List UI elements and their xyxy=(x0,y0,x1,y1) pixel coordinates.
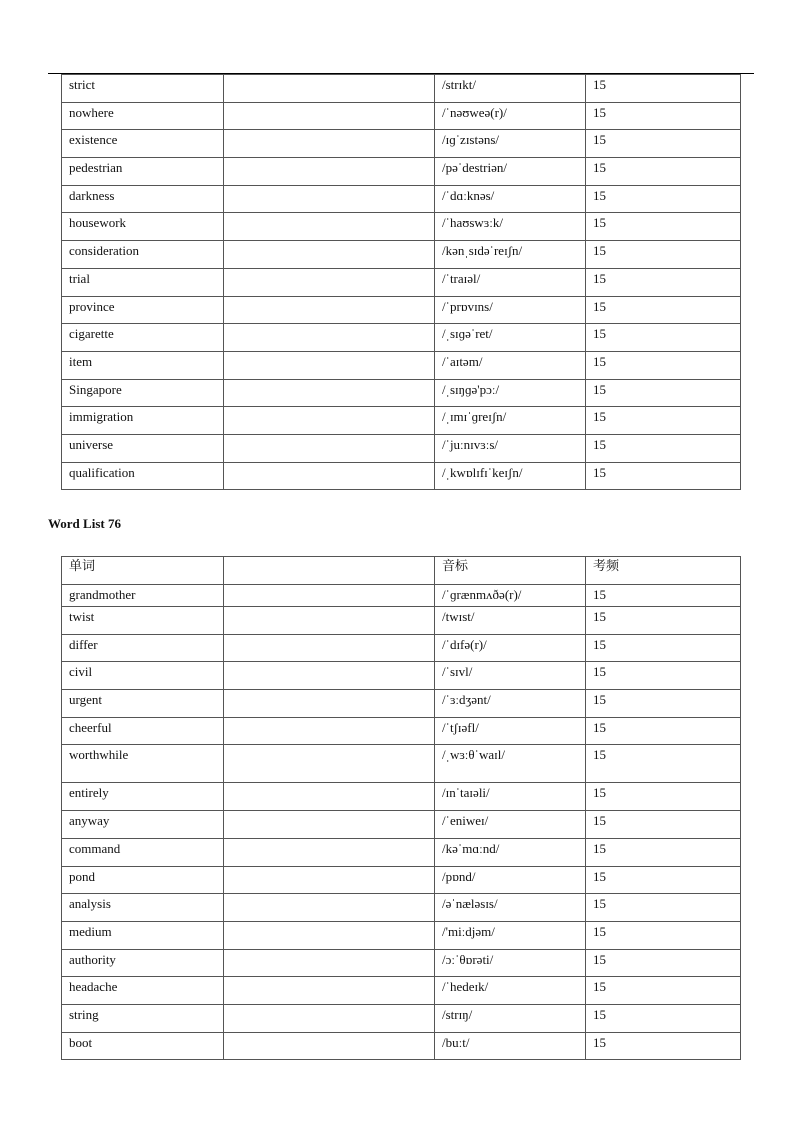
cell-word: medium xyxy=(62,921,224,949)
table-header-row xyxy=(62,557,741,585)
table-row xyxy=(62,866,741,894)
cell-phonetic: /ˈdɪfə(r)/ xyxy=(435,634,586,662)
cell-word: authority xyxy=(62,949,224,977)
cell-word: immigration xyxy=(62,407,224,435)
cell-word: headache xyxy=(62,977,224,1005)
word-list-76-heading: Word List 76 xyxy=(48,516,121,531)
cell-note xyxy=(224,662,435,690)
cell-note xyxy=(224,745,435,783)
cell-note xyxy=(224,949,435,977)
cell-phonetic: /ˈsɪvl/ xyxy=(435,662,586,690)
cell-phonetic: /ˌsɪŋɡə'pɔː/ xyxy=(435,379,586,407)
word-list-76-rows xyxy=(62,557,741,1060)
cell-note xyxy=(224,585,435,607)
cell-word: differ xyxy=(62,634,224,662)
cell-frequency: 15 xyxy=(586,462,741,490)
cell-frequency: 15 xyxy=(586,783,741,811)
table-row xyxy=(62,268,741,296)
cell-phonetic: /ˈdɑːknəs/ xyxy=(435,185,586,213)
table-row xyxy=(62,745,741,783)
cell-phonetic: /kənˌsɪdəˈreɪʃn/ xyxy=(435,241,586,269)
cell-word: housework xyxy=(62,213,224,241)
cell-note xyxy=(224,462,435,490)
header-phonetic: 音标 xyxy=(435,557,586,585)
table-row xyxy=(62,585,741,607)
header-word: 单词 xyxy=(62,557,224,585)
table-row xyxy=(62,434,741,462)
header-note xyxy=(224,557,435,585)
table-row xyxy=(62,296,741,324)
cell-word: nowhere xyxy=(62,102,224,130)
cell-word: item xyxy=(62,351,224,379)
cell-word: boot xyxy=(62,1032,224,1060)
table-row xyxy=(62,1004,741,1032)
table-row xyxy=(62,158,741,186)
cell-frequency: 15 xyxy=(586,379,741,407)
cell-note xyxy=(224,838,435,866)
cell-note xyxy=(224,783,435,811)
cell-word: urgent xyxy=(62,690,224,718)
table-row xyxy=(62,607,741,635)
table-row xyxy=(62,324,741,352)
table-row xyxy=(62,407,741,435)
cell-word: cigarette xyxy=(62,324,224,352)
cell-phonetic: /ˈtʃɪəfl/ xyxy=(435,717,586,745)
cell-phonetic: /ɪɡˈzɪstəns/ xyxy=(435,130,586,158)
cell-phonetic: /ˈɜːdʒənt/ xyxy=(435,690,586,718)
table-row xyxy=(62,894,741,922)
cell-frequency: 15 xyxy=(586,434,741,462)
table-row xyxy=(62,811,741,839)
cell-word: pedestrian xyxy=(62,158,224,186)
table-row xyxy=(62,949,741,977)
table-row xyxy=(62,921,741,949)
cell-word: darkness xyxy=(62,185,224,213)
cell-phonetic: /pɒnd/ xyxy=(435,866,586,894)
cell-word: cheerful xyxy=(62,717,224,745)
cell-frequency: 15 xyxy=(586,213,741,241)
table-row xyxy=(62,1032,741,1060)
cell-note xyxy=(224,351,435,379)
cell-note xyxy=(224,185,435,213)
cell-frequency: 15 xyxy=(586,662,741,690)
cell-note xyxy=(224,75,435,103)
cell-frequency: 15 xyxy=(586,717,741,745)
cell-word: string xyxy=(62,1004,224,1032)
cell-note xyxy=(224,241,435,269)
cell-phonetic: /ˈhedeɪk/ xyxy=(435,977,586,1005)
cell-frequency: 15 xyxy=(586,866,741,894)
table-row xyxy=(62,185,741,213)
cell-note xyxy=(224,296,435,324)
cell-note xyxy=(224,894,435,922)
cell-phonetic: /twɪst/ xyxy=(435,607,586,635)
cell-word: civil xyxy=(62,662,224,690)
table-row xyxy=(62,351,741,379)
cell-note xyxy=(224,811,435,839)
word-list-75-table xyxy=(61,74,741,490)
cell-frequency: 15 xyxy=(586,296,741,324)
cell-word: qualification xyxy=(62,462,224,490)
cell-frequency: 15 xyxy=(586,102,741,130)
table-row xyxy=(62,213,741,241)
table-row xyxy=(62,462,741,490)
cell-frequency: 15 xyxy=(586,324,741,352)
cell-note xyxy=(224,634,435,662)
cell-phonetic: /ˌɪmɪˈɡreɪʃn/ xyxy=(435,407,586,435)
cell-word: analysis xyxy=(62,894,224,922)
cell-frequency: 15 xyxy=(586,690,741,718)
cell-frequency: 15 xyxy=(586,185,741,213)
cell-note xyxy=(224,866,435,894)
cell-note xyxy=(224,379,435,407)
header-frequency: 考频 xyxy=(586,557,741,585)
cell-word: grandmother xyxy=(62,585,224,607)
table-row xyxy=(62,838,741,866)
cell-word: pond xyxy=(62,866,224,894)
cell-frequency: 15 xyxy=(586,894,741,922)
cell-word: consideration xyxy=(62,241,224,269)
cell-frequency: 15 xyxy=(586,838,741,866)
cell-note xyxy=(224,1004,435,1032)
cell-note xyxy=(224,407,435,435)
cell-note xyxy=(224,268,435,296)
cell-frequency: 15 xyxy=(586,607,741,635)
cell-phonetic: /ˈtraɪəl/ xyxy=(435,268,586,296)
cell-phonetic: /pəˈdestriən/ xyxy=(435,158,586,186)
table-row xyxy=(62,977,741,1005)
cell-frequency: 15 xyxy=(586,977,741,1005)
cell-frequency: 15 xyxy=(586,75,741,103)
cell-word: twist xyxy=(62,607,224,635)
cell-word: existence xyxy=(62,130,224,158)
cell-phonetic: /ˌwɜːθˈwaɪl/ xyxy=(435,745,586,783)
table-row xyxy=(62,783,741,811)
cell-frequency: 15 xyxy=(586,949,741,977)
table-row xyxy=(62,662,741,690)
cell-note xyxy=(224,607,435,635)
table-row xyxy=(62,75,741,103)
cell-note xyxy=(224,1032,435,1060)
cell-note xyxy=(224,158,435,186)
cell-word: strict xyxy=(62,75,224,103)
cell-phonetic: /ˈjuːnɪvɜːs/ xyxy=(435,434,586,462)
cell-frequency: 15 xyxy=(586,407,741,435)
word-list-75-rows xyxy=(62,75,741,490)
cell-phonetic: /əˈnæləsɪs/ xyxy=(435,894,586,922)
cell-phonetic: /ˈhaʊswɜːk/ xyxy=(435,213,586,241)
cell-note xyxy=(224,130,435,158)
table-row xyxy=(62,130,741,158)
cell-note xyxy=(224,921,435,949)
cell-frequency: 15 xyxy=(586,158,741,186)
cell-frequency: 15 xyxy=(586,130,741,158)
cell-word: anyway xyxy=(62,811,224,839)
table-row xyxy=(62,379,741,407)
cell-word: entirely xyxy=(62,783,224,811)
cell-phonetic: /ˈaɪtəm/ xyxy=(435,351,586,379)
cell-phonetic: /'miːdjəm/ xyxy=(435,921,586,949)
cell-word: universe xyxy=(62,434,224,462)
cell-note xyxy=(224,102,435,130)
cell-frequency: 15 xyxy=(586,351,741,379)
word-list-76-table xyxy=(61,556,741,1060)
cell-phonetic: /ɔːˈθɒrəti/ xyxy=(435,949,586,977)
cell-frequency: 15 xyxy=(586,811,741,839)
cell-word: trial xyxy=(62,268,224,296)
cell-phonetic: /ˈprɒvɪns/ xyxy=(435,296,586,324)
cell-word: command xyxy=(62,838,224,866)
table-row xyxy=(62,634,741,662)
cell-frequency: 15 xyxy=(586,241,741,269)
cell-phonetic: /buːt/ xyxy=(435,1032,586,1060)
cell-note xyxy=(224,434,435,462)
cell-phonetic: /ˌsɪɡəˈret/ xyxy=(435,324,586,352)
table-row xyxy=(62,241,741,269)
cell-note xyxy=(224,717,435,745)
cell-note xyxy=(224,690,435,718)
cell-phonetic: /strɪŋ/ xyxy=(435,1004,586,1032)
cell-note xyxy=(224,213,435,241)
cell-word: worthwhile xyxy=(62,745,224,783)
cell-phonetic: /kəˈmɑːnd/ xyxy=(435,838,586,866)
cell-frequency: 15 xyxy=(586,921,741,949)
cell-phonetic: /ˈnəʊweə(r)/ xyxy=(435,102,586,130)
cell-frequency: 15 xyxy=(586,634,741,662)
cell-phonetic: /ˈɡrænmʌðə(r)/ xyxy=(435,585,586,607)
cell-frequency: 15 xyxy=(586,1004,741,1032)
cell-frequency: 15 xyxy=(586,745,741,783)
table-row xyxy=(62,717,741,745)
cell-frequency: 15 xyxy=(586,585,741,607)
cell-word: province xyxy=(62,296,224,324)
cell-phonetic: /ˌkwɒlɪfɪˈkeɪʃn/ xyxy=(435,462,586,490)
cell-frequency: 15 xyxy=(586,1032,741,1060)
cell-frequency: 15 xyxy=(586,268,741,296)
cell-note xyxy=(224,324,435,352)
cell-word: Singapore xyxy=(62,379,224,407)
table-row xyxy=(62,690,741,718)
cell-note xyxy=(224,977,435,1005)
table-row xyxy=(62,102,741,130)
cell-phonetic: /strɪkt/ xyxy=(435,75,586,103)
cell-phonetic: /ˈeniweɪ/ xyxy=(435,811,586,839)
cell-phonetic: /ɪnˈtaɪəli/ xyxy=(435,783,586,811)
